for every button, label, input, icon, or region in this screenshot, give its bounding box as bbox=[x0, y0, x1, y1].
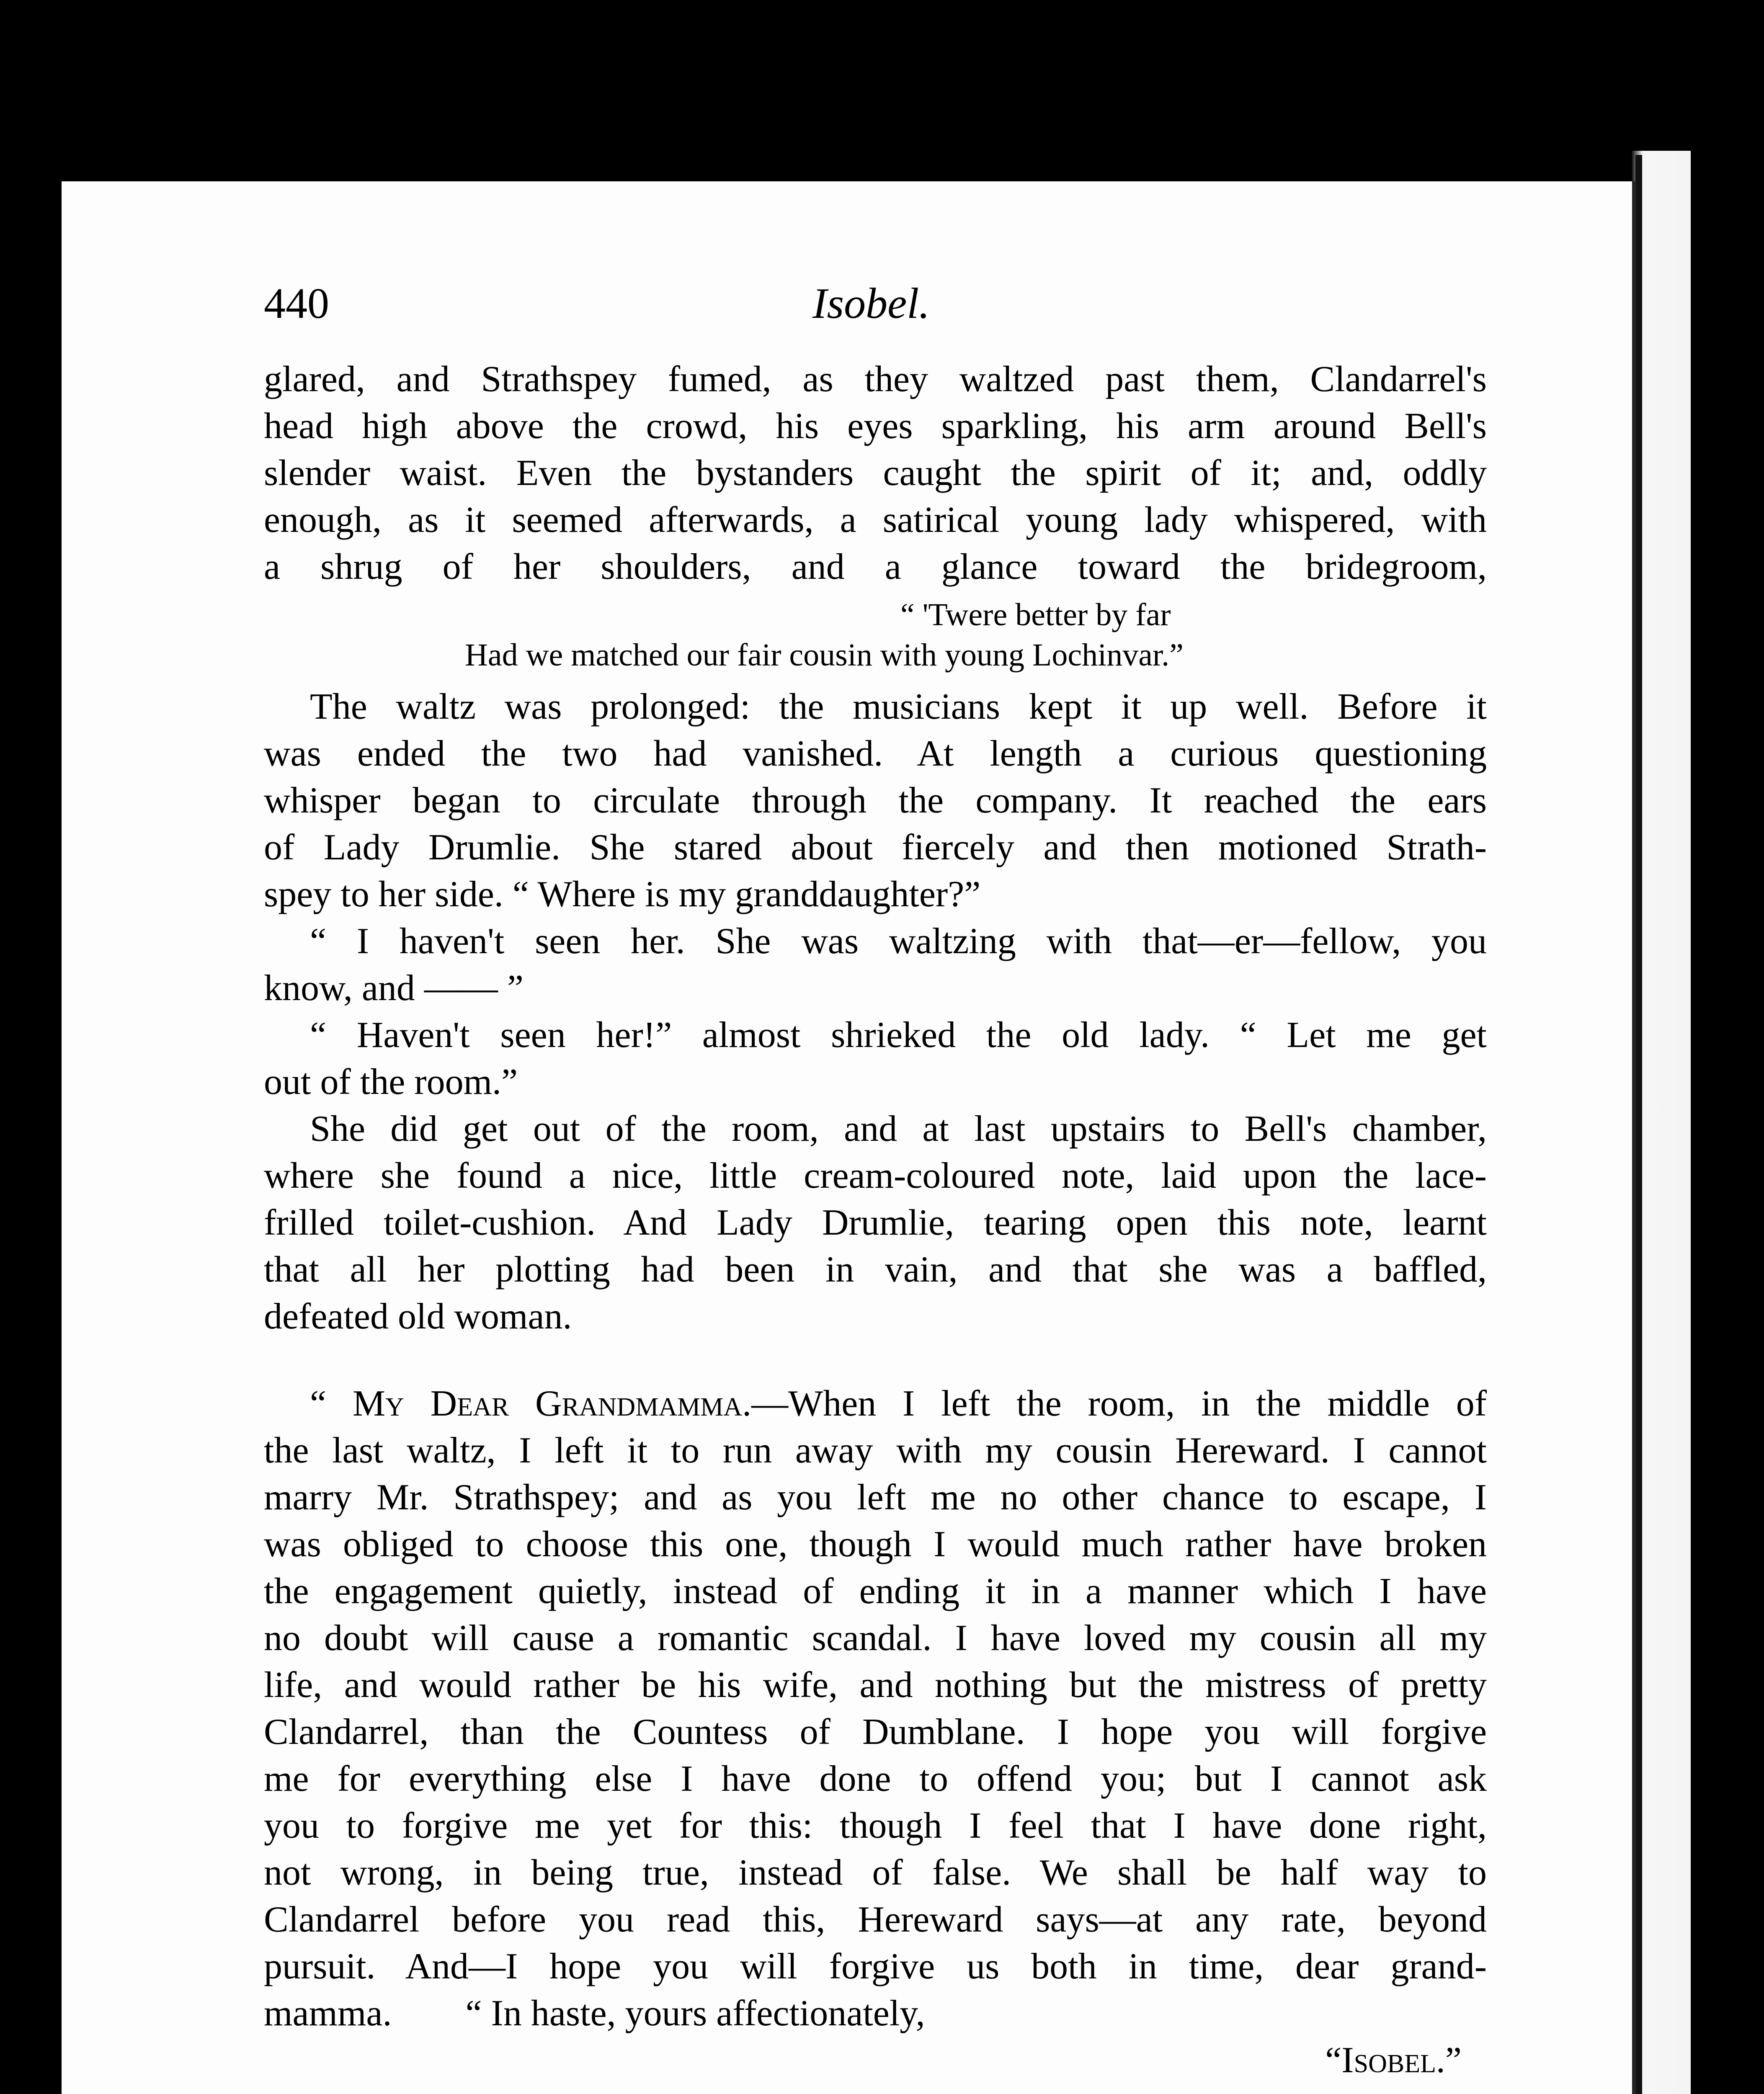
text-line bbox=[264, 1380, 1487, 1427]
verse-line: Had we matched our fair cousin with young Lochinvar.” bbox=[465, 637, 1184, 673]
text-line: frilled toilet-cushion. And Lady Drumlie, tearing open this note, learnt bbox=[264, 1202, 1487, 1243]
paragraph-3 bbox=[264, 918, 1487, 1012]
letter-line: mamma. “ In haste, yours affectionately, bbox=[264, 1993, 925, 2034]
text-line: know, and —— ” bbox=[264, 968, 524, 1008]
text-line: a shrug of her shoulders, and a glance toward the bridegroom, bbox=[264, 547, 1487, 587]
text-line: spey to her side. “ Where is my granddaughter?” bbox=[264, 874, 981, 915]
letter-line: the engagement quietly, instead of ending it in a manner which I have bbox=[264, 1571, 1487, 1612]
page-number: 440 bbox=[264, 279, 329, 328]
spacer bbox=[264, 1340, 1487, 1380]
text-line: of Lady Drumlie. She stared about fiercely and then motioned Strath- bbox=[264, 827, 1487, 868]
text-line: slender waist. Even the bystanders caught the spirit of it; and, oddly bbox=[264, 453, 1487, 493]
letter-line: the last waltz, I left it to run away with my cousin Hereward. I cannot bbox=[264, 1430, 1487, 1471]
letter-line: was obliged to choose this one, though I would much rather have broken bbox=[264, 1524, 1487, 1565]
letter-line: no doubt will cause a romantic scandal. I have loved my cousin all my bbox=[264, 1618, 1487, 1658]
text-line: “ Haven't seen her!” almost shrieked the old lady. “ Let me get bbox=[310, 1015, 1487, 1055]
letter-line: —When I left the room, in the middle of bbox=[751, 1383, 1487, 1424]
text-line: was ended the two had vanished. At length a curious questioning bbox=[264, 733, 1487, 774]
text-line: “ I haven't seen her. She was waltzing with that—er—fellow, you bbox=[310, 921, 1487, 962]
book-spine bbox=[1635, 155, 1642, 2094]
letter-line: me for everything else I have done to offend you; but I cannot ask bbox=[264, 1759, 1487, 1799]
paragraph-1 bbox=[264, 356, 1487, 591]
text-line: that all her plotting had been in vain, and that she was a baffled, bbox=[264, 1249, 1487, 1290]
letter-salutation: “ My Dear Grandmamma. bbox=[310, 1383, 752, 1424]
paragraph-2 bbox=[264, 683, 1487, 918]
text-line: The waltz was prolonged: the musicians kept it up well. Before it bbox=[310, 686, 1487, 727]
verse-quote bbox=[264, 595, 1487, 675]
text-line: She did get out of the room, and at last upstairs to Bell's chamber, bbox=[310, 1109, 1487, 1149]
verse-line: “ 'Twere better by far bbox=[900, 597, 1171, 632]
page-header bbox=[264, 279, 1487, 333]
letter bbox=[264, 1380, 1487, 2084]
letter-line: Clandarrel, than the Countess of Dumblane. I hope you will forgive bbox=[264, 1712, 1487, 1752]
text-line: defeated old woman. bbox=[264, 1296, 572, 1337]
letter-line: Clandarrel before you read this, Hereward says—at any rate, beyond bbox=[264, 1899, 1487, 1940]
letter-line: life, and would rather be his wife, and nothing but the mistress of pretty bbox=[264, 1665, 1487, 1705]
running-head: Isobel. bbox=[812, 279, 930, 328]
letter-line: pursuit. And—I hope you will forgive us both in time, dear grand- bbox=[264, 1946, 1487, 1987]
spacer bbox=[264, 2084, 1487, 2094]
paragraph-5 bbox=[264, 1106, 1487, 1340]
text-line: where she found a nice, little cream-coloured note, laid upon the lace- bbox=[264, 1155, 1487, 1196]
letter-line: not wrong, in being true, instead of false. We shall be half way to bbox=[264, 1852, 1487, 1893]
letter-line: you to forgive me yet for this: though I feel that I have done right, bbox=[264, 1805, 1487, 1846]
text-line: head high above the crowd, his eyes sparkling, his arm around Bell's bbox=[264, 406, 1487, 446]
text-line: out of the room.” bbox=[264, 1062, 518, 1102]
body-text bbox=[264, 356, 1487, 2094]
text-line: enough, as it seemed afterwards, a satirical young lady whispered, with bbox=[264, 500, 1487, 540]
letter-signature: “Isobel.” bbox=[1325, 2040, 1462, 2081]
text-line: whisper began to circulate through the company. It reached the ears bbox=[264, 780, 1487, 821]
letter-line: marry Mr. Strathspey; and as you left me no other chance to escape, I bbox=[264, 1477, 1487, 1518]
text-line: glared, and Strathspey fumed, as they waltzed past them, Clandarrel's bbox=[264, 359, 1487, 400]
paragraph-4 bbox=[264, 1012, 1487, 1106]
